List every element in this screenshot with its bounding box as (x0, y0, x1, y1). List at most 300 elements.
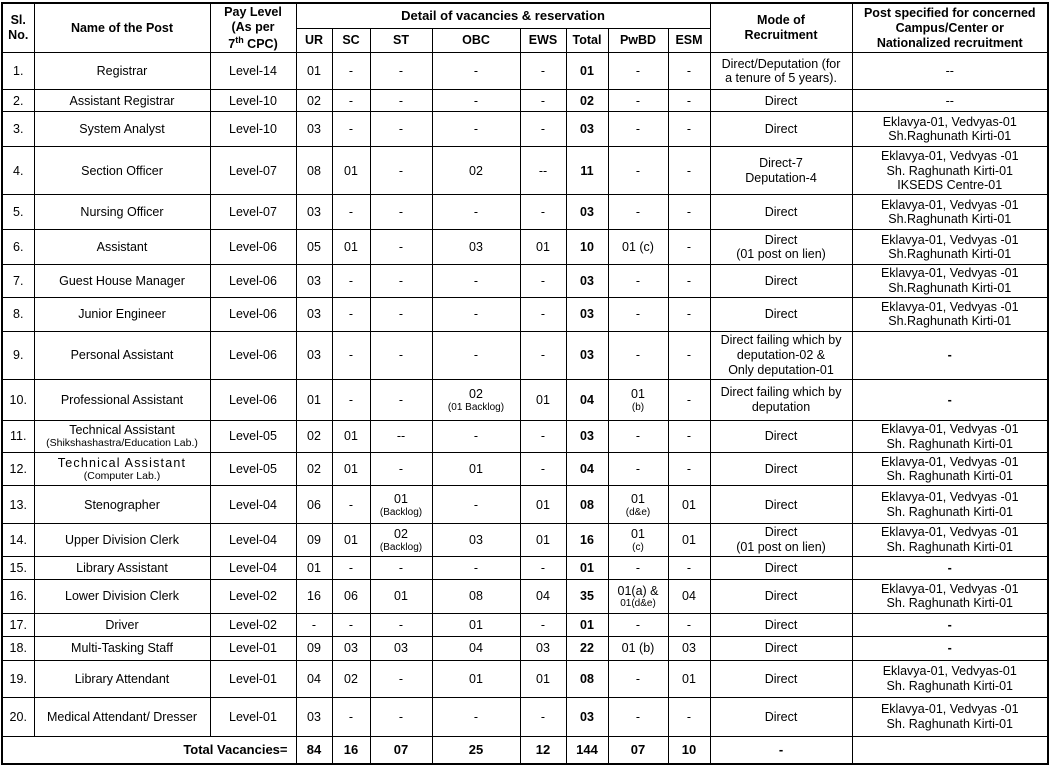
cell-ur-value: 03 (307, 122, 321, 137)
cell-post-name (34, 147, 210, 195)
post-name-text: Library Attendant (74, 671, 170, 686)
post-name-text: System Analyst (79, 122, 165, 137)
cell-sc (332, 420, 370, 453)
cell-pay-level: Level-06 (210, 379, 296, 420)
cell-obc (432, 265, 520, 298)
cell-total-value: 08 (580, 497, 594, 512)
cell-total (566, 265, 608, 298)
header-total: Total (566, 29, 608, 53)
campus-line: - (947, 560, 952, 575)
cell-sc (332, 660, 370, 697)
cell-esm (668, 53, 710, 90)
campus-line: Eklavya-01, Vedvyas -01 (880, 266, 1019, 281)
cell-sl-no: 6. (2, 230, 34, 265)
cell-esm-value: 01 (682, 671, 696, 686)
post-name-text: Professional Assistant (60, 392, 184, 407)
cell-st (370, 53, 432, 90)
table-row (2, 453, 1048, 486)
cell-post-specified-campus (852, 90, 1048, 112)
cell-ur (296, 90, 332, 112)
cell-total (566, 556, 608, 579)
cell-mode-of-recruitment (710, 579, 852, 613)
cell-obc (432, 230, 520, 265)
cell-total (566, 230, 608, 265)
cell-sc (332, 331, 370, 379)
cell-pay-level: Level-10 (210, 112, 296, 147)
header-pwbd: PwBD (608, 29, 668, 53)
cell-st (370, 524, 432, 557)
table-row (2, 579, 1048, 613)
cell-total (566, 297, 608, 331)
cell-ews-value: 03 (536, 641, 550, 656)
cell-ur (296, 331, 332, 379)
cell-obc (432, 486, 520, 524)
cell-total (566, 112, 608, 147)
cell-sc (332, 453, 370, 486)
mode-line: deputation-02 & (736, 348, 826, 363)
cell-sl-no: 10. (2, 379, 34, 420)
cell-ur-value: 09 (307, 532, 321, 547)
cell-ur-value: 05 (307, 240, 321, 255)
mode-line: Direct (764, 709, 798, 724)
cell-sc-value: - (348, 560, 354, 575)
cell-obc-value: - (473, 64, 479, 79)
cell-sl-no: 16. (2, 579, 34, 613)
cell-ur-value: 03 (307, 348, 321, 363)
cell-pwbd-value: 01 (631, 492, 645, 507)
header-detail-of-vacancies: Detail of vacancies & reservation (296, 3, 710, 29)
cell-esm-value: 01 (682, 497, 696, 512)
cell-ur (296, 265, 332, 298)
post-name-text: Assistant Registrar (69, 93, 175, 108)
cell-post-specified-campus (852, 230, 1048, 265)
cell-pay-level: Level-02 (210, 613, 296, 636)
cell-ur (296, 230, 332, 265)
cell-pwbd-value: - (635, 163, 641, 178)
cell-total-campus (852, 736, 1048, 764)
cell-post-name (34, 697, 210, 736)
cell-sc-value: - (348, 617, 354, 632)
cell-esm (668, 453, 710, 486)
cell-total-ur: 84 (296, 736, 332, 764)
cell-ews (520, 53, 566, 90)
table-row (2, 230, 1048, 265)
cell-total-value: 03 (580, 307, 594, 322)
cell-post-name (34, 524, 210, 557)
cell-ews (520, 379, 566, 420)
cell-ews-value: - (540, 429, 546, 444)
cell-total (566, 613, 608, 636)
cell-st (370, 297, 432, 331)
cell-sc-value: 01 (344, 163, 358, 178)
cell-total (566, 697, 608, 736)
cell-total-esm: 10 (668, 736, 710, 764)
mode-line: Direct failing which by (720, 385, 842, 400)
campus-line: Sh. Raghunath Kirti-01 (886, 469, 1013, 484)
cell-st-value: - (398, 64, 404, 79)
table-row (2, 697, 1048, 736)
cell-st-value: 01 (394, 492, 408, 507)
cell-sl-no: 7. (2, 265, 34, 298)
cell-obc (432, 453, 520, 486)
cell-mode-of-recruitment (710, 379, 852, 420)
cell-pay-level: Level-07 (210, 147, 296, 195)
cell-sc-value: - (348, 497, 354, 512)
cell-esm (668, 297, 710, 331)
cell-ews-value: 01 (536, 240, 550, 255)
cell-ews-value: - (540, 205, 546, 220)
cell-post-name (34, 660, 210, 697)
cell-ur-value: 16 (307, 589, 321, 604)
cell-mode-of-recruitment (710, 420, 852, 453)
cell-ews-value: - (540, 617, 546, 632)
cell-ews (520, 230, 566, 265)
cell-mode-of-recruitment (710, 147, 852, 195)
campus-line: Eklavya-01, Vedvyas-01 (882, 114, 1017, 129)
cell-pay-level: Level-01 (210, 636, 296, 660)
cell-sc (332, 147, 370, 195)
cell-sc (332, 556, 370, 579)
cell-post-specified-campus (852, 486, 1048, 524)
cell-pwbd-value: - (635, 709, 641, 724)
table-row (2, 195, 1048, 230)
cell-post-name (34, 230, 210, 265)
cell-pay-level: Level-06 (210, 331, 296, 379)
cell-ur-value: 03 (307, 307, 321, 322)
cell-obc (432, 579, 520, 613)
table-row (2, 613, 1048, 636)
campus-line: Sh. Raghunath Kirti-01 (886, 163, 1013, 178)
post-name-subtext: (Shikshashastra/Education Lab.) (46, 437, 198, 450)
cell-st (370, 453, 432, 486)
cell-obc (432, 90, 520, 112)
cell-obc (432, 524, 520, 557)
cell-pay-level: Level-04 (210, 524, 296, 557)
cell-ews-value: - (540, 122, 546, 137)
cell-obc (432, 147, 520, 195)
cell-esm (668, 486, 710, 524)
header-pay-level-line2: (As per (231, 19, 275, 34)
cell-sl-no: 9. (2, 331, 34, 379)
mode-line: Direct (764, 617, 798, 632)
mode-line: Direct (764, 525, 798, 540)
cell-sl-no: 14. (2, 524, 34, 557)
cell-obc-value: - (473, 429, 479, 444)
cell-sc-value: - (348, 307, 354, 322)
cell-esm-value: - (686, 709, 692, 724)
cell-pwbd-value: 01 (b) (621, 641, 655, 656)
total-vacancies-row (2, 736, 1048, 764)
header-st: ST (370, 29, 432, 53)
campus-line: - (947, 617, 952, 632)
cell-ews-value: - (540, 560, 546, 575)
mode-line: Direct (764, 273, 798, 288)
cell-esm (668, 420, 710, 453)
post-name-text: Upper Division Clerk (65, 532, 179, 547)
cell-post-specified-campus (852, 331, 1048, 379)
table-row (2, 486, 1048, 524)
header-pay-level-line3a: 7 (228, 36, 236, 51)
cell-st-value: - (398, 392, 404, 407)
cell-pay-level: Level-06 (210, 230, 296, 265)
campus-line: Sh. Raghunath Kirti-01 (886, 540, 1013, 555)
cell-ur-value: 01 (307, 64, 321, 79)
cell-obc-note: (01 Backlog) (447, 401, 505, 413)
cell-sl-no: 20. (2, 697, 34, 736)
cell-post-specified-campus (852, 556, 1048, 579)
post-name-text: Nursing Officer (80, 205, 164, 220)
header-campus-line3: Nationalized recruitment (876, 35, 1023, 50)
cell-pay-level: Level-04 (210, 486, 296, 524)
cell-ews (520, 331, 566, 379)
cell-total-value: 03 (580, 348, 594, 363)
cell-esm (668, 660, 710, 697)
cell-esm-value: - (686, 348, 692, 363)
campus-line: Sh.Raghunath Kirti-01 (888, 247, 1012, 262)
cell-pay-level: Level-07 (210, 195, 296, 230)
cell-st (370, 636, 432, 660)
campus-line: - (947, 392, 952, 407)
cell-ur-value: 02 (307, 462, 321, 477)
cell-sc (332, 579, 370, 613)
cell-pay-level: Level-10 (210, 90, 296, 112)
table-row (2, 147, 1048, 195)
cell-post-specified-campus (852, 660, 1048, 697)
cell-sc-value: 01 (344, 240, 358, 255)
cell-st-value: - (398, 462, 404, 477)
campus-line: Sh.Raghunath Kirti-01 (888, 314, 1012, 329)
header-sl-no-line1: Sl. (10, 13, 26, 28)
cell-ur (296, 697, 332, 736)
table-body (2, 53, 1048, 765)
cell-obc-value: 02 (469, 163, 483, 178)
cell-sc-value: 01 (344, 532, 358, 547)
cell-st (370, 556, 432, 579)
cell-obc-value: - (473, 709, 479, 724)
campus-line: Eklavya-01, Vedvyas -01 (880, 148, 1019, 163)
campus-line: Eklavya-01, Vedvyas -01 (880, 525, 1019, 540)
cell-total-value: 10 (580, 240, 594, 255)
cell-mode-of-recruitment (710, 297, 852, 331)
cell-total (566, 524, 608, 557)
cell-sc-value: - (348, 348, 354, 363)
cell-total-value: 01 (580, 64, 594, 79)
cell-post-specified-campus (852, 453, 1048, 486)
cell-pwbd-note: (d&e) (625, 506, 651, 518)
cell-st (370, 420, 432, 453)
header-pay-level (210, 3, 296, 53)
cell-pwbd-value: - (635, 205, 641, 220)
cell-mode-of-recruitment (710, 90, 852, 112)
cell-pwbd (608, 230, 668, 265)
mode-line: Direct (764, 671, 798, 686)
cell-total (566, 147, 608, 195)
cell-sc (332, 379, 370, 420)
cell-post-name (34, 379, 210, 420)
cell-sc (332, 613, 370, 636)
cell-post-specified-campus (852, 613, 1048, 636)
cell-ews-value: - (540, 64, 546, 79)
post-name-text: Section Officer (81, 163, 163, 178)
cell-ews (520, 90, 566, 112)
cell-obc-value: - (473, 205, 479, 220)
cell-sc-value: - (348, 709, 354, 724)
cell-ews-value: 01 (536, 532, 550, 547)
cell-ur (296, 486, 332, 524)
cell-st-value: -- (396, 429, 406, 444)
cell-mode-of-recruitment (710, 486, 852, 524)
cell-st-value: - (398, 163, 404, 178)
cell-esm (668, 613, 710, 636)
cell-sc (332, 53, 370, 90)
header-ur: UR (296, 29, 332, 53)
cell-ews-value: 04 (536, 589, 550, 604)
cell-total (566, 579, 608, 613)
table-row (2, 636, 1048, 660)
header-campus-line2: Campus/Center or (895, 20, 1004, 35)
cell-ur (296, 453, 332, 486)
table-row (2, 379, 1048, 420)
cell-post-name (34, 636, 210, 660)
cell-pwbd (608, 636, 668, 660)
campus-line: Sh.Raghunath Kirti-01 (888, 129, 1012, 144)
cell-st-value: - (398, 93, 404, 108)
mode-line: (01 post on lien) (736, 540, 826, 555)
cell-pwbd-value: - (635, 560, 641, 575)
cell-pwbd-value: - (635, 462, 641, 477)
cell-pay-level: Level-06 (210, 265, 296, 298)
table-header (2, 3, 1048, 53)
cell-pwbd (608, 379, 668, 420)
cell-sc-value: - (348, 64, 354, 79)
header-ews: EWS (520, 29, 566, 53)
cell-obc (432, 297, 520, 331)
cell-obc (432, 112, 520, 147)
cell-ews (520, 112, 566, 147)
campus-line: -- (945, 64, 954, 79)
post-name-text: Medical Attendant/ Dresser (46, 709, 198, 724)
cell-total (566, 379, 608, 420)
cell-total-value: 03 (580, 709, 594, 724)
cell-esm-value: 04 (682, 589, 696, 604)
cell-post-name (34, 297, 210, 331)
cell-pwbd-note: (c) (632, 542, 644, 554)
cell-obc (432, 53, 520, 90)
post-name-text: Junior Engineer (78, 307, 166, 322)
cell-sc (332, 636, 370, 660)
header-campus-line1: Post specified for concerned (863, 6, 1036, 21)
cell-ur-value: 06 (307, 497, 321, 512)
post-name-text: Technical Assistant (57, 456, 187, 471)
cell-ur-value: 03 (307, 709, 321, 724)
table-row (2, 556, 1048, 579)
cell-obc (432, 331, 520, 379)
cell-esm (668, 697, 710, 736)
cell-post-specified-campus (852, 420, 1048, 453)
cell-pwbd (608, 486, 668, 524)
cell-obc (432, 556, 520, 579)
cell-total-value: 04 (580, 462, 594, 477)
cell-ews-value: - (540, 348, 546, 363)
table-row (2, 53, 1048, 90)
cell-pwbd-value: - (635, 273, 641, 288)
mode-line: a tenure of 5 years). (725, 71, 837, 86)
cell-post-specified-campus (852, 195, 1048, 230)
cell-esm (668, 265, 710, 298)
cell-ews-value: 01 (536, 671, 550, 686)
cell-total-value: 08 (580, 671, 594, 686)
cell-pwbd (608, 265, 668, 298)
cell-sc-value: - (348, 392, 354, 407)
campus-line: IKSEDS Centre-01 (897, 178, 1003, 193)
mode-line: Direct (764, 429, 798, 444)
campus-line: Sh.Raghunath Kirti-01 (888, 281, 1012, 296)
cell-pwbd (608, 524, 668, 557)
cell-total (566, 453, 608, 486)
cell-pwbd-note: 01(d&e) (620, 598, 656, 610)
cell-post-specified-campus (852, 53, 1048, 90)
cell-st (370, 579, 432, 613)
cell-ur-value: 03 (307, 273, 321, 288)
cell-sc-value: - (348, 122, 354, 137)
cell-post-name (34, 579, 210, 613)
mode-line: Direct (764, 205, 798, 220)
cell-total (566, 420, 608, 453)
cell-post-name (34, 53, 210, 90)
cell-pwbd (608, 195, 668, 230)
cell-mode-of-recruitment (710, 697, 852, 736)
cell-obc-value: - (473, 273, 479, 288)
cell-ews-value: - (540, 307, 546, 322)
cell-obc (432, 379, 520, 420)
cell-st (370, 90, 432, 112)
cell-post-name (34, 486, 210, 524)
cell-st-value: - (398, 709, 404, 724)
cell-obc (432, 613, 520, 636)
cell-ur-value: 03 (307, 205, 321, 220)
cell-ews (520, 660, 566, 697)
cell-ews (520, 636, 566, 660)
table-row (2, 331, 1048, 379)
cell-obc-value: 03 (469, 532, 483, 547)
cell-pwbd-value: - (635, 64, 641, 79)
cell-post-name (34, 265, 210, 298)
cell-sc-value: - (348, 93, 354, 108)
cell-total-ews: 12 (520, 736, 566, 764)
cell-sc (332, 697, 370, 736)
cell-pwbd-value: - (635, 93, 641, 108)
cell-obc-value: 08 (469, 589, 483, 604)
cell-mode-of-recruitment (710, 636, 852, 660)
cell-ur (296, 556, 332, 579)
cell-sl-no: 3. (2, 112, 34, 147)
cell-ur-value: 08 (307, 163, 321, 178)
cell-obc-value: - (473, 348, 479, 363)
cell-st (370, 230, 432, 265)
cell-esm-value: 03 (682, 641, 696, 656)
cell-mode-of-recruitment (710, 556, 852, 579)
mode-line: Direct/Deputation (for (721, 56, 841, 71)
campus-line: Eklavya-01, Vedvyas -01 (880, 490, 1019, 505)
post-name-text: Multi-Tasking Staff (71, 641, 173, 656)
campus-line: Sh.Raghunath Kirti-01 (888, 212, 1012, 227)
cell-st (370, 613, 432, 636)
cell-esm (668, 579, 710, 613)
cell-sl-no: 5. (2, 195, 34, 230)
cell-sc-value: 03 (344, 641, 358, 656)
cell-sl-no: 17. (2, 613, 34, 636)
table-row (2, 90, 1048, 112)
